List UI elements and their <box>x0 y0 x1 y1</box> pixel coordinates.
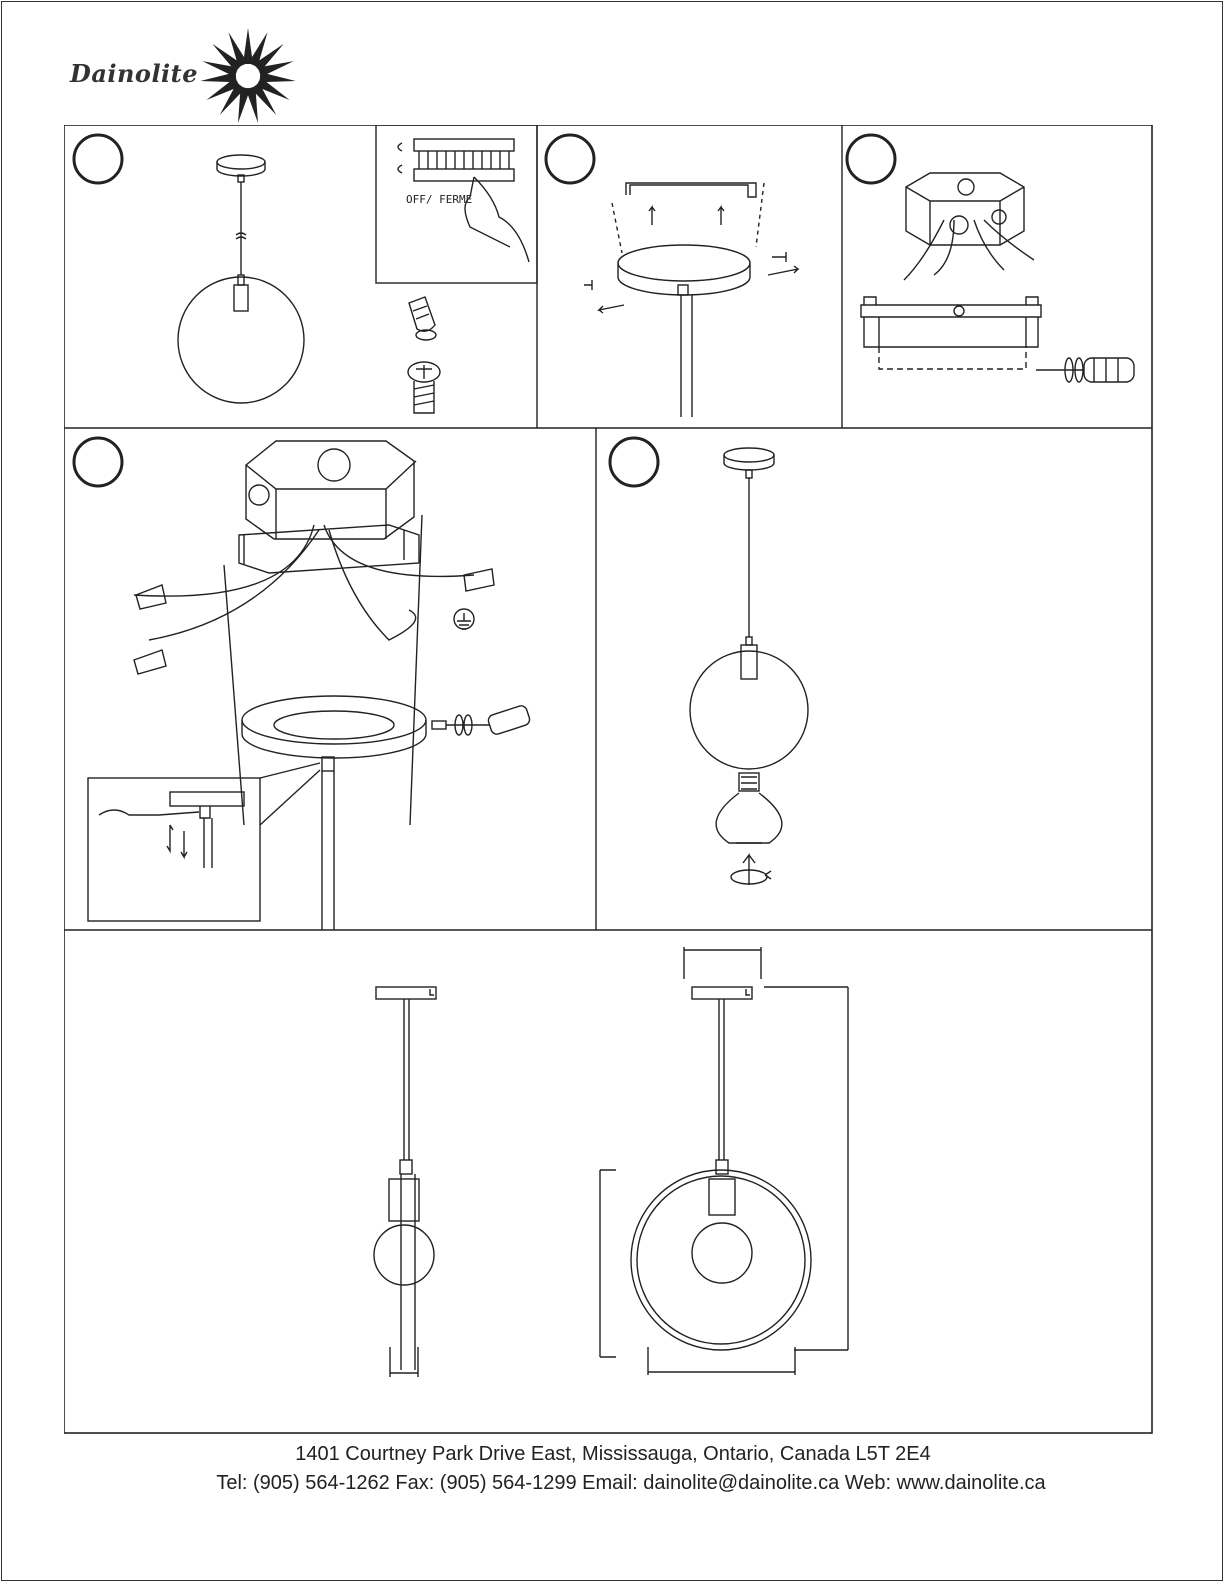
ground-symbol-icon <box>454 609 474 629</box>
rotation-arrow-icon <box>731 855 771 885</box>
brand-logo <box>70 26 300 126</box>
step-badge-1 <box>74 135 122 183</box>
step-2-panel <box>546 135 798 417</box>
detail-inset <box>88 763 320 921</box>
step-1-pendant <box>178 155 304 403</box>
step-4-panel <box>74 438 531 930</box>
side-view-drawing <box>374 987 436 1377</box>
switch-off-label: OFF/ FERME <box>406 193 473 206</box>
wire-nut-right <box>464 569 494 591</box>
wire-nut-icon <box>409 297 436 340</box>
junction-box <box>904 173 1034 280</box>
screwdriver-icon-4 <box>432 704 531 735</box>
canopy <box>618 245 750 417</box>
footer-address: 1401 Courtney Park Drive East, Mississauga, Ontario, Canada L5T 2E4 <box>295 1443 931 1465</box>
step-1-panel <box>74 125 537 413</box>
brand-name: Dainolite <box>70 59 199 88</box>
step-5-pendant <box>690 448 808 769</box>
wire-nut-left-bottom <box>134 650 166 674</box>
instruction-panels <box>64 125 1154 1435</box>
step-5-panel <box>610 438 808 885</box>
sun-star-logo-icon <box>198 26 298 126</box>
step-badge-4 <box>74 438 122 486</box>
light-bulb <box>716 773 782 843</box>
step-badge-5 <box>610 438 658 486</box>
wire-nut-left-top <box>136 585 166 609</box>
step-badge-3 <box>847 135 895 183</box>
screwdriver-icon <box>1036 358 1134 382</box>
footer-contact: Tel: (905) 564-1262 Fax: (905) 564-1299 Email: dainolite@dainolite.ca Web: www.dainolite.ca <box>216 1472 1046 1494</box>
junction-box-4 <box>246 441 416 539</box>
screw-icon <box>408 362 440 413</box>
front-view-drawing <box>600 947 848 1375</box>
mounting-bracket <box>626 183 756 197</box>
step-3-panel <box>847 135 1134 382</box>
canopy-4 <box>242 696 426 930</box>
panels-outline <box>64 125 1152 1433</box>
breaker-inset <box>376 125 537 283</box>
step-badge-2 <box>546 135 594 183</box>
